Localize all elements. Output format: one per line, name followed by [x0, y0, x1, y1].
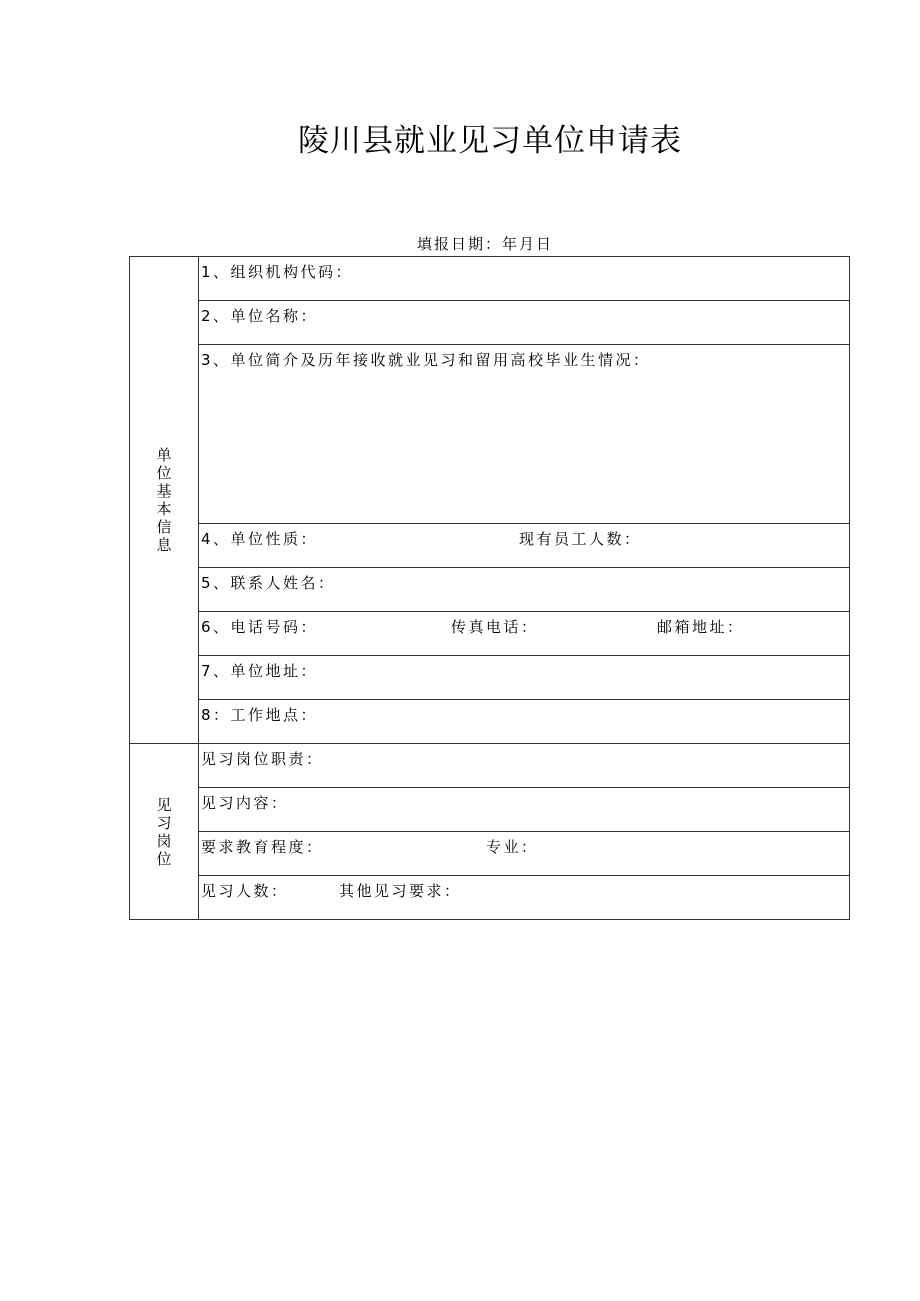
contact-name-label: 5、联系人姓名：: [201, 574, 336, 592]
staff-count-label: 现有员工人数：: [519, 530, 642, 548]
major-label: 专业：: [486, 838, 539, 856]
row-education[interactable]: [199, 832, 850, 876]
row-unit-nature[interactable]: [199, 524, 850, 568]
work-place-label: 8：工作地点：: [201, 706, 319, 724]
section-internship-post: [130, 744, 199, 920]
section-unit-basic-info: [130, 257, 199, 744]
unit-name-label: 2、单位名称：: [201, 307, 319, 325]
row-intern-count[interactable]: [199, 876, 850, 920]
section-post-label: 见习岗位: [156, 795, 172, 868]
row-unit-name[interactable]: [199, 301, 850, 345]
phone-label: 6、电话号码：: [201, 618, 319, 636]
row-contact-name[interactable]: [199, 568, 850, 612]
intern-count-label: 见习人数：: [201, 882, 289, 900]
post-duty-label: 见习岗位职责：: [201, 750, 324, 768]
row-post-content[interactable]: [199, 788, 850, 832]
row-phone[interactable]: [199, 612, 850, 656]
unit-intro-label: 3、单位简介及历年接收就业见习和留用高校毕业生情况：: [201, 351, 651, 369]
row-org-code[interactable]: [199, 257, 850, 301]
unit-nature-label: 4、单位性质：: [201, 530, 319, 548]
application-form-table: [129, 256, 850, 920]
fill-date-label: 填报日期：年月日: [417, 235, 554, 253]
education-label: 要求教育程度：: [201, 838, 324, 856]
row-address[interactable]: [199, 656, 850, 700]
email-label: 邮箱地址：: [657, 618, 745, 636]
row-work-place[interactable]: [199, 700, 850, 744]
org-code-label: 1、组织机构代码：: [201, 263, 354, 281]
fax-label: 传真电话：: [451, 618, 539, 636]
row-unit-intro[interactable]: [199, 345, 850, 524]
row-post-duty[interactable]: [199, 744, 850, 788]
address-label: 7、单位地址：: [201, 662, 319, 680]
other-requirements-label: 其他见习要求：: [339, 882, 462, 900]
form-title: 陵川县就业见习单位申请表: [298, 123, 682, 159]
section-unit-label: 单位基本信息: [156, 446, 172, 554]
post-content-label: 见习内容：: [201, 794, 289, 812]
